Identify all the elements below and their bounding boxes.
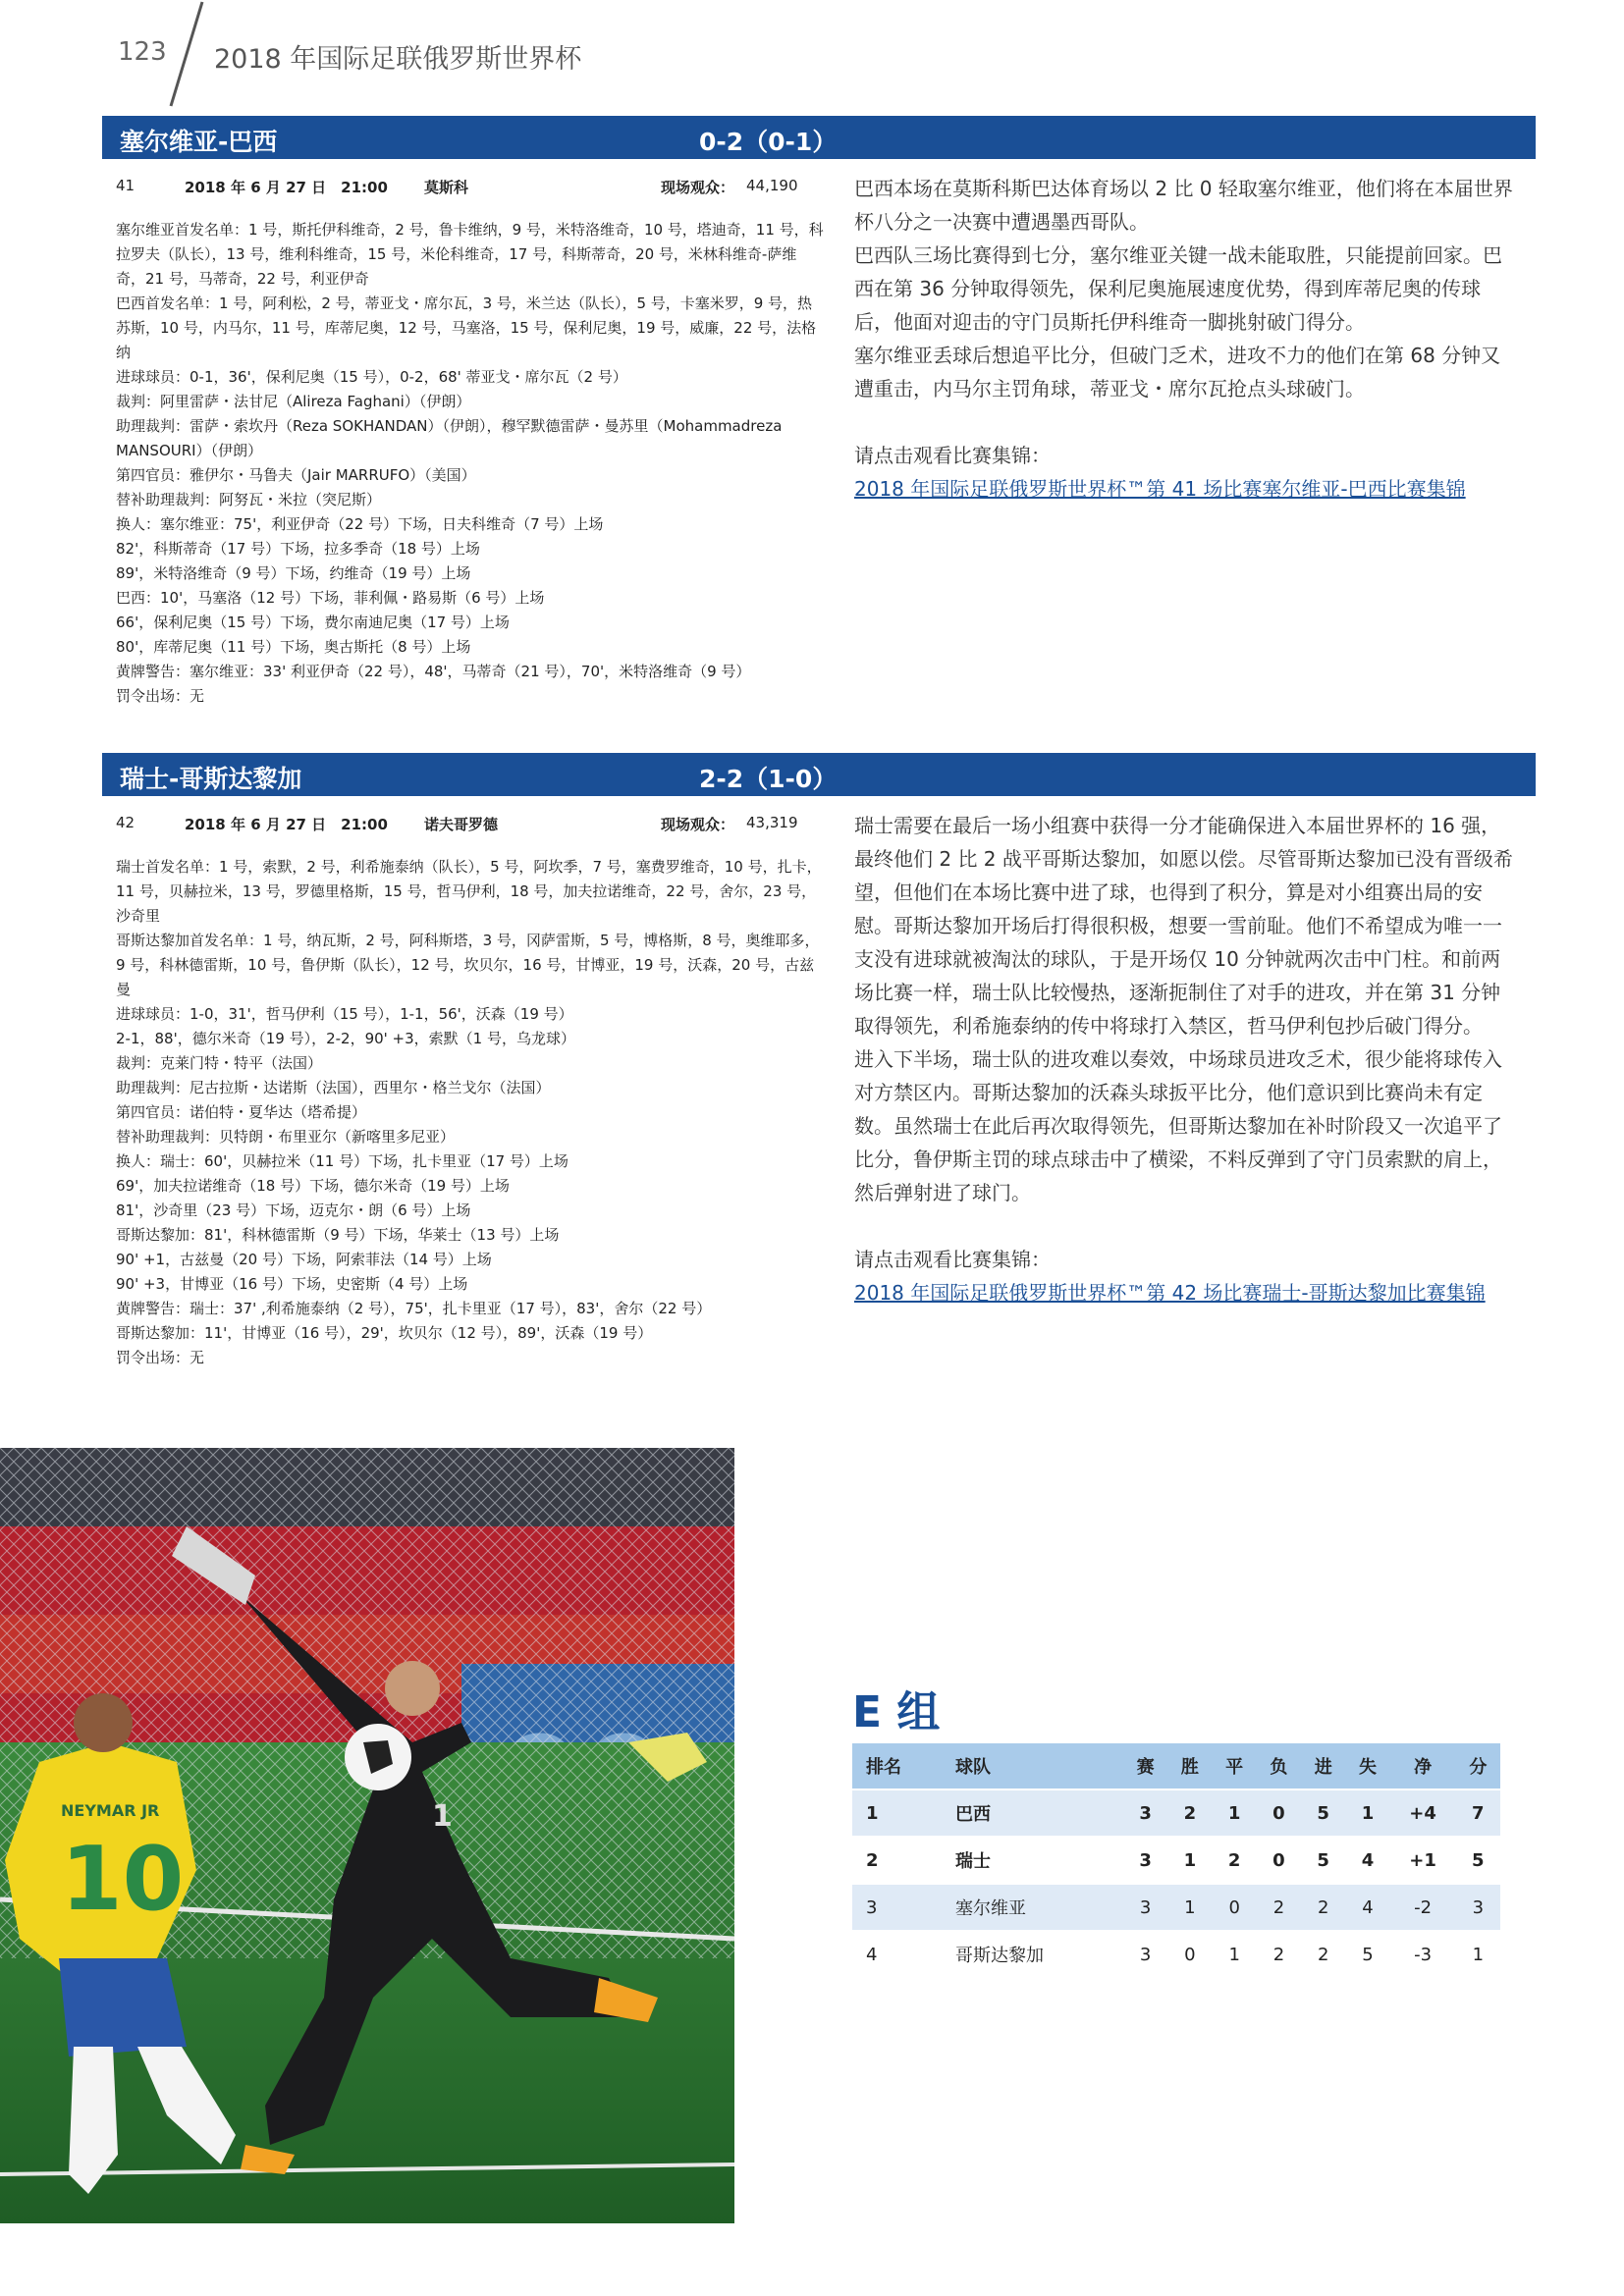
substitution: 哥斯达黎加：81'，科林德雷斯（9 号）下场，华莱士（13 号）上场 [116,1226,560,1244]
column-header: 分 [1456,1743,1500,1789]
substitution: 82'，科斯蒂奇（17 号）下场，拉多季奇（18 号）上场 [116,540,480,558]
won-cell: 0 [1167,1931,1212,1977]
yellow-cards: 哥斯达黎加：11'，甘博亚（16 号），29'，坎贝尔（12 号），89'，沃森（19 号） [116,1324,653,1342]
column-header: 赛 [1123,1743,1167,1789]
match-venue: 诺夫哥罗德 [424,816,499,833]
points-cell: 7 [1456,1789,1500,1837]
summary-paragraph: 塞尔维亚丢球后想追平比分，但破门乏术，进攻不力的他们在第 68 分钟又遭重击，内马尔主罚角球，蒂亚戈・席尔瓦抢点头球破门。 [854,344,1501,400]
match-score: 0-2（0-1） [699,128,838,156]
match-number: 41 [116,177,135,194]
match-date: 2018 年 6 月 27 日 21:00 [185,179,388,196]
jersey-name: NEYMAR JR [61,1801,160,1820]
lineup-away: 哥斯达黎加首发名单：1 号，纳瓦斯，2 号，阿科斯塔，3 号，冈萨雷斯，5 号，博格斯，8 号，奥维耶多，9 号，科林德雷斯，10 号，鲁伊斯（队长），12 号，坎贝尔，16 号，甘博亚，19 号，沃森，20 号，古兹曼 [116,932,820,998]
drawn-cell: 0 [1213,1884,1257,1931]
goals-for-cell: 2 [1301,1931,1345,1977]
match-score: 2-2（1-0） [699,765,838,793]
page-number: 123 [118,37,167,67]
match-summary [854,809,1514,1309]
goals-against-cell: 5 [1345,1931,1389,1977]
goals-against-cell: 4 [1345,1837,1389,1884]
played-cell: 3 [1123,1884,1167,1931]
table-row [852,1931,1500,1977]
substitution: 66'，保利尼奥（15 号）下场，费尔南迪尼奥（17 号）上场 [116,614,510,631]
goal-diff-cell: -2 [1390,1884,1456,1931]
summary-paragraph: 进入下半场，瑞士队的进攻难以奏效，中场球员进攻乏术，很少能将球传入对方禁区内。哥斯达黎加的沃森头球扳平比分，他们意识到比赛尚未有定数。虽然瑞士在此后再次取得领先，但哥斯达黎加在补时阶段又一次追平了比分，鲁伊斯主罚的球点球击中了横梁，不料反弹到了守门员索默的肩上，然后弹射进了球门。 [854,1047,1502,1204]
goal-diff-cell: +4 [1390,1789,1456,1837]
lineup-away: 巴西首发名单：1 号，阿利松，2 号，蒂亚戈・席尔瓦，3 号，米兰达（队长），5 号，卡塞米罗，9 号，热苏斯，10 号，内马尔，11 号，库蒂尼奥，12 号，马塞洛，15 号，保利尼奥，19 号，威廉，22 号，法格纳 [116,294,817,361]
highlights-prompt: 请点击观看比赛集锦： [854,444,1051,467]
lost-cell: 0 [1257,1789,1301,1837]
goals-against-cell: 4 [1345,1884,1389,1931]
attendance-label: 现场观众： [661,816,735,833]
goal-diff-cell: +1 [1390,1837,1456,1884]
substitution: 69'，加夫拉诺维奇（18 号）下场，德尔米奇（19 号）上场 [116,1177,510,1195]
match-teams: 塞尔维亚-巴西 [120,128,278,156]
lost-cell: 2 [1257,1884,1301,1931]
team-cell: 巴西 [936,1789,1123,1837]
attendance-value: 43,319 [746,814,798,831]
match-photo [0,1448,734,2223]
summary-paragraph: 瑞士需要在最后一场小组赛中获得一分才能确保进入本届世界杯的 16 强，最终他们 2 比 2 战平哥斯达黎加，如愿以偿。尽管哥斯达黎加已没有晋级希望，但他们在本场比赛中进了球，也得到了积分，算是对小组赛出局的安慰。哥斯达黎加开场后打得很积极，想要一雪前耻。他们不希望成为唯一一支没有进球就被淘汰的球队，于是开场仅 10 分钟就两次击中门柱。和前两场比赛一样，瑞士队比较慢热，逐渐扼制住了对手的进攻，并在第 31 分钟取得领先，利希施泰纳的传中将球打入禁区，哲马伊利包抄后破门得分。 [854,814,1513,1038]
group-standings-table [852,1743,1500,1977]
lineup-home: 塞尔维亚首发名单：1 号，斯托伊科维奇，2 号，鲁卡维纳，9 号，米特洛维奇，10 号，塔迪奇，11 号，科拉罗夫（队长），13 号，维利科维奇，15 号，米伦科维奇，17 号，科斯蒂奇，20 号，米林科维奇-萨维奇，21 号，马蒂奇，22 号，利亚伊奇 [116,221,824,288]
match-header-bar [102,753,1536,796]
red-cards: 罚令出场：无 [116,687,205,705]
points-cell: 3 [1456,1884,1500,1931]
reserve-assistant: 替补助理裁判：阿努瓦・米拉（突尼斯） [116,491,382,508]
yellow-cards: 黄牌警告：塞尔维亚：33' 利亚伊奇（22 号），48'，马蒂奇（21 号），70'，米特洛维奇（9 号） [116,663,751,680]
referee: 裁判：克莱门特・特平（法国） [116,1054,323,1072]
lineup-home: 瑞士首发名单：1 号，索默，2 号，利希施泰纳（队长），5 号，阿坎季，7 号，塞费罗维奇，10 号，扎卡，11 号，贝赫拉米，13 号，罗德里格斯，15 号，哲马伊利，18 号，加夫拉诺维奇，22 号，舍尔，23 号，沙奇里 [116,858,822,925]
yellow-cards: 黄牌警告：瑞士：37' ,利希施泰纳（2 号），75'，扎卡里亚（17 号），83'，舍尔（22 号） [116,1300,712,1317]
column-header: 排名 [852,1743,936,1789]
lost-cell: 2 [1257,1931,1301,1977]
match-details [116,855,825,1370]
jersey-number: 10 [61,1828,185,1931]
column-header: 负 [1257,1743,1301,1789]
highlights-link[interactable]: 2018 年国际足联俄罗斯世界杯™第 42 场比赛瑞士-哥斯达黎加比赛集锦 [854,1281,1486,1305]
match-venue: 莫斯科 [424,179,469,196]
played-cell: 3 [1123,1837,1167,1884]
team-cell: 塞尔维亚 [936,1884,1123,1931]
attendance-value: 44,190 [746,177,798,194]
rank-cell: 1 [852,1789,936,1837]
column-header: 平 [1213,1743,1257,1789]
match-details [116,218,825,709]
rank-cell: 4 [852,1931,936,1977]
goals: 2-1，88'，德尔米奇（19 号），2-2，90' +3，索默（1 号，乌龙球） [116,1030,575,1047]
fourth-official: 第四官员：雅伊尔・马鲁夫（Jair MARRUFO）（美国） [116,466,476,484]
match-date: 2018 年 6 月 27 日 21:00 [185,816,388,833]
column-header: 失 [1345,1743,1389,1789]
match-number: 42 [116,814,135,831]
team-cell: 哥斯达黎加 [936,1931,1123,1977]
substitution: 90' +1，古兹曼（20 号）下场，阿索菲法（14 号）上场 [116,1251,492,1268]
substitution: 巴西：10'，马塞洛（12 号）下场，菲利佩・路易斯（6 号）上场 [116,589,545,607]
column-header: 球队 [936,1743,1123,1789]
played-cell: 3 [1123,1931,1167,1977]
table-header-row [852,1743,1500,1789]
table-row [852,1837,1500,1884]
substitution: 90' +3，甘博亚（16 号）下场，史密斯（4 号）上场 [116,1275,468,1293]
won-cell: 1 [1167,1884,1212,1931]
red-cards: 罚令出场：无 [116,1349,205,1366]
summary-paragraph: 巴西队三场比赛得到七分，塞尔维亚关键一战未能取胜，只能提前回家。巴西在第 36 分钟取得领先，保利尼奥施展速度优势，得到库蒂尼奥的传球后，他面对迎击的守门员斯托伊科维奇一脚挑射破门得分。 [854,243,1502,334]
substitution: 81'，沙奇里（23 号）下场，迈克尔・朗（6 号）上场 [116,1201,471,1219]
drawn-cell: 1 [1213,1931,1257,1977]
group-title: E 组 [852,1687,941,1737]
highlights-prompt: 请点击观看比赛集锦： [854,1248,1051,1271]
team-cell: 瑞士 [936,1837,1123,1884]
goals-for-cell: 5 [1301,1789,1345,1837]
rank-cell: 2 [852,1837,936,1884]
goals: 进球球员：1-0，31'，哲马伊利（15 号），1-1，56'，沃森（19 号） [116,1005,573,1023]
match-info-row [116,814,823,835]
points-cell: 5 [1456,1837,1500,1884]
substitution: 89'，米特洛维奇（9 号）下场，约维奇（19 号）上场 [116,564,471,582]
won-cell: 2 [1167,1789,1212,1837]
goals-against-cell: 1 [1345,1789,1389,1837]
lost-cell: 0 [1257,1837,1301,1884]
column-header: 胜 [1167,1743,1212,1789]
fourth-official: 第四官员：诺伯特・夏华达（塔希提） [116,1103,367,1121]
reserve-assistant: 替补助理裁判：贝特朗・布里亚尔（新喀里多尼亚） [116,1128,456,1146]
highlights-link[interactable]: 2018 年国际足联俄罗斯世界杯™第 41 场比赛塞尔维亚-巴西比赛集锦 [854,477,1466,501]
header-slash-decoration [167,0,206,108]
points-cell: 1 [1456,1931,1500,1977]
table-row [852,1884,1500,1931]
match-teams: 瑞士-哥斯达黎加 [120,765,302,793]
goals-for-cell: 2 [1301,1884,1345,1931]
substitution: 80'，库蒂尼奥（11 号）下场，奥古斯托（8 号）上场 [116,638,471,656]
drawn-cell: 1 [1213,1789,1257,1837]
keeper-number: 1 [432,1799,453,1834]
goals: 进球球员：0-1，36'，保利尼奥（15 号），0-2，68' 蒂亚戈・席尔瓦（2 号） [116,368,627,386]
played-cell: 3 [1123,1789,1167,1837]
drawn-cell: 2 [1213,1837,1257,1884]
attendance-label: 现场观众： [661,179,735,196]
substitution: 换人：塞尔维亚：75'，利亚伊奇（22 号）下场，日夫科维奇（7 号）上场 [116,515,604,533]
assistant-referees: 助理裁判：尼古拉斯・达诺斯（法国），西里尔・格兰戈尔（法国） [116,1079,551,1096]
match-summary [854,172,1514,506]
won-cell: 1 [1167,1837,1212,1884]
substitution: 换人：瑞士：60'，贝赫拉米（11 号）下场，扎卡里亚（17 号）上场 [116,1152,568,1170]
column-header: 净 [1390,1743,1456,1789]
match-header-bar [102,116,1536,159]
match-info-row [116,177,823,198]
assistant-referees: 助理裁判：雷萨・索坎丹（Reza SOKHANDAN）（伊朗），穆罕默德雷萨・曼苏里（Mohammadreza MANSOURI）（伊朗） [116,417,783,459]
table-row [852,1789,1500,1837]
rank-cell: 3 [852,1884,936,1931]
goals-for-cell: 5 [1301,1837,1345,1884]
column-header: 进 [1301,1743,1345,1789]
referee: 裁判：阿里雷萨・法甘尼（Alireza Faghani）（伊朗） [116,393,471,410]
summary-paragraph: 巴西本场在莫斯科斯巴达体育场以 2 比 0 轻取塞尔维亚，他们将在本届世界杯八分之一决赛中遭遇墨西哥队。 [854,177,1513,234]
page-title: 2018 年国际足联俄罗斯世界杯 [214,44,582,75]
goal-diff-cell: -3 [1390,1931,1456,1977]
